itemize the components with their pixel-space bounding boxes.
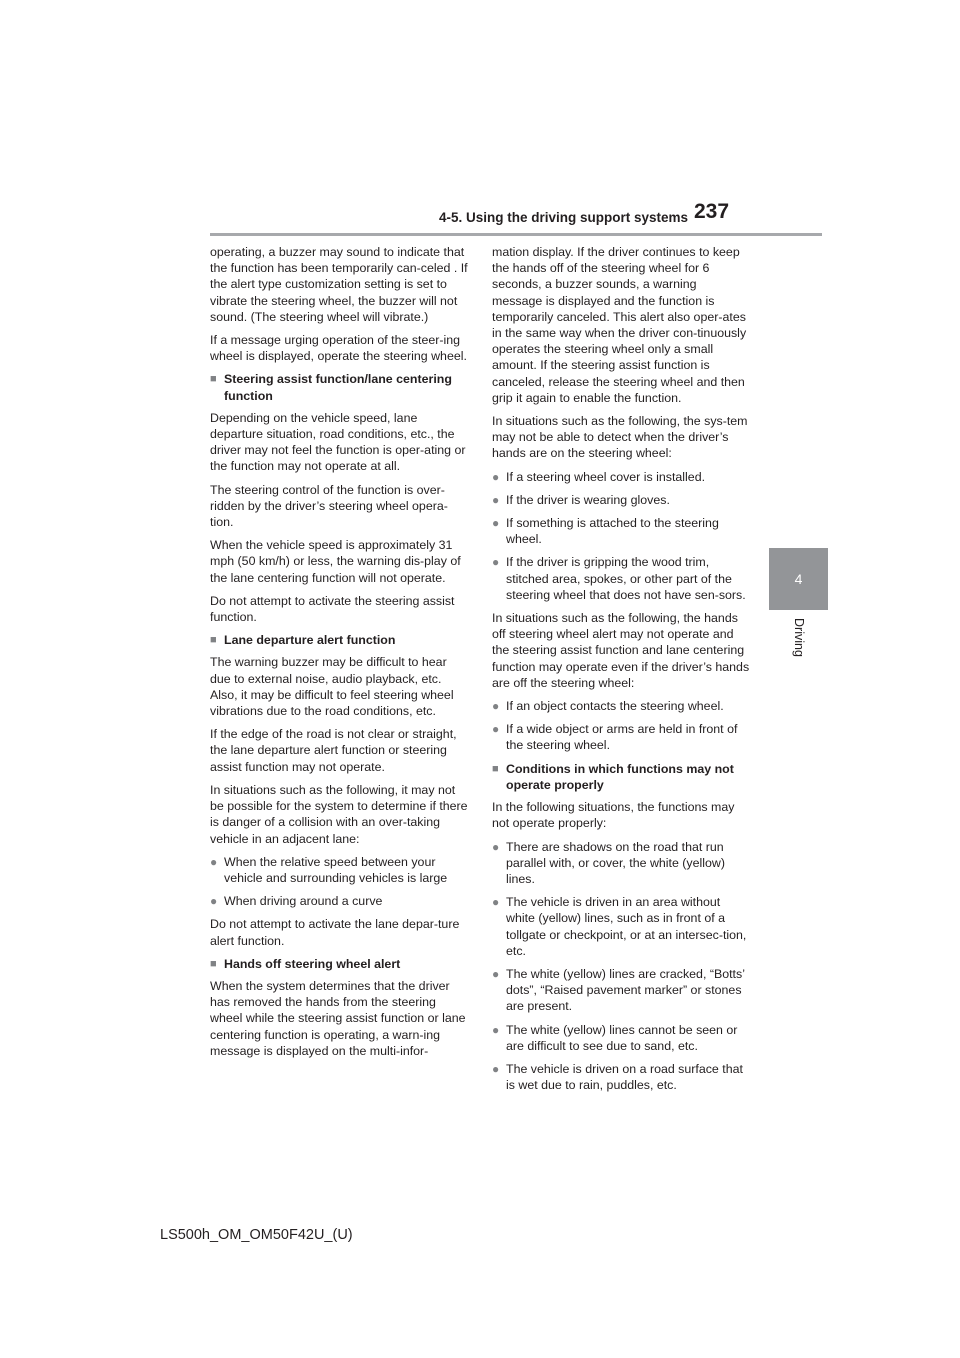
bullet-icon: ● [492,516,500,531]
bullet-item [492,698,750,714]
bullet-text: If the driver is gripping the wood trim, stitched area, spokes, or other part of the steering wheel that does not have sen-sors. [506,555,746,602]
chapter-tab [769,548,828,610]
subheading [210,371,468,403]
paragraph: In situations such as the following, the sys-tem may not be able to detect when the driver’s hands are on the steering wheel: [492,414,748,461]
footer-manual-code: LS500h_OM_OM50F42U_(U) [160,1227,353,1243]
subheading-text: Lane departure alert function [224,633,396,648]
subheading-text: Conditions in which functions may not operate properly [506,761,734,792]
paragraph: The steering control of the function is over-ridden by the driver’s steering wheel opera-tion. [210,482,448,530]
bullet-icon: ● [492,1061,500,1076]
right-column [492,244,750,1100]
chapter-label: Driving [792,618,806,657]
bullet-text: If a steering wheel cover is installed. [506,469,706,484]
page-number: 237 [694,200,730,223]
paragraph: Depending on the vehicle speed, lane departure situation, road conditions, etc., the driver may not feel the function is oper-ating or the function may not operate at all. [210,410,466,474]
section-title: 4-5. Using the driving support systems [438,210,688,225]
bullet-icon: ● [492,966,500,981]
square-marker-icon: ■ [492,762,499,775]
paragraph: If a message urging operation of the steer-ing wheel is displayed, operate the steering wheel. [210,333,467,364]
bullet-item [492,839,750,888]
paragraph: Do not attempt to activate the steering assist function. [210,593,455,625]
bullet-text: The white (yellow) lines cannot be seen or are difficult to see due to sand, etc. [506,1022,738,1053]
bullet-item [492,469,750,485]
subheading-text: Hands off steering wheel alert [224,956,401,971]
bullet-icon: ● [492,699,500,714]
bullet-icon: ● [492,492,500,507]
paragraph: If the edge of the road is not clear or straight, the lane departure alert function or steering assist function may not operate. [210,727,457,774]
bullet-icon: ● [492,839,500,854]
paragraph: In situations such as the following, it may not be possible for the system to determine if there is danger of a collision with an over-taking vehicle in an adjacent lane: [210,782,468,846]
bullet-item [492,1022,750,1054]
subheading [492,761,750,793]
bullet-icon: ● [492,722,500,737]
bullet-text: If an object contacts the steering wheel. [506,699,724,714]
bullet-icon: ● [492,469,500,484]
square-marker-icon: ■ [210,373,217,386]
bullet-icon: ● [210,854,218,869]
left-column [210,244,468,1066]
bullet-item [492,554,750,603]
header-rule [210,233,822,236]
paragraph: When the system determines that the driver has removed the hands from the steering wheel while the steering assist function or lane centering function is operating, a warn-ing message is displayed on the multi-infor- [210,978,466,1058]
paragraph: mation display. If the driver continues to keep the hands off of the steering wheel for 6 seconds, a buzzer sounds, a warning message is displayed and the function is temporarily canceled. This alert also oper-ates in the same way when the driver con-tinuously operates the steering wheel only a small amount. If the steering assist function is canceled, release the steering wheel and then grip it again to enable the function. [492,245,747,405]
subheading [210,632,468,648]
bullet-item [210,854,468,886]
square-marker-icon: ■ [210,957,217,970]
paragraph: When the vehicle speed is approximately 31 mph (50 km/h) or less, the warning dis-play of the lane centering function will not operate. [210,538,461,585]
paragraph: Do not attempt to activate the lane depar-ture alert function. [210,917,460,948]
bullet-item [492,1061,750,1093]
paragraph: In situations such as the following, the hands off steering wheel alert may not operate and the steering assist function and lane centering function may operate even if the driver’s hands are off the steering wheel: [492,611,750,690]
bullet-icon: ● [492,555,500,570]
bullet-icon: ● [492,895,500,910]
bullet-item [492,721,750,753]
subheading [210,956,468,972]
square-marker-icon: ■ [210,634,217,647]
bullet-text: The vehicle is driven on a road surface that is wet due to rain, puddles, etc. [506,1061,743,1093]
bullet-item [492,492,750,508]
bullet-text: If a wide object or arms are held in front of the steering wheel. [506,722,738,753]
bullet-text: The vehicle is driven in an area without white (yellow) lines, such as in front of a tollgate or checkpoint, or at an intersec-tion, etc. [506,895,747,958]
bullet-icon: ● [210,894,218,909]
bullet-text: If something is attached to the steering wheel. [506,516,719,547]
paragraph: operating, a buzzer may sound to indicate that the function has been temporarily can-celed . If the alert type customization setting is set to vibrate the steering wheel, the buzzer will not sound. (The steering wheel will vibrate.) [210,245,468,324]
bullet-text: The white (yellow) lines are cracked, “Botts’ dots”, “Raised pavement marker” or stones are present. [506,966,745,1014]
bullet-text: When driving around a curve [224,894,383,909]
paragraph: The warning buzzer may be difficult to hear due to external noise, audio playback, etc. Also, it may be difficult to feel steering wheel vibrations due to the road conditions, etc. [210,655,454,719]
bullet-icon: ● [492,1022,500,1037]
bullet-text: There are shadows on the road that run parallel with, or cover, the white (yellow) lines. [506,839,725,886]
chapter-number: 4 [794,571,803,587]
subheading-text: Steering assist function/lane centering function [224,372,452,403]
bullet-item [492,515,750,547]
paragraph: In the following situations, the functions may not operate properly: [492,800,735,831]
bullet-text: If the driver is wearing gloves. [506,492,670,507]
bullet-item [210,893,468,909]
bullet-text: When the relative speed between your vehicle and surrounding vehicles is large [224,854,448,885]
bullet-item [492,894,750,959]
bullet-item [492,966,750,1015]
